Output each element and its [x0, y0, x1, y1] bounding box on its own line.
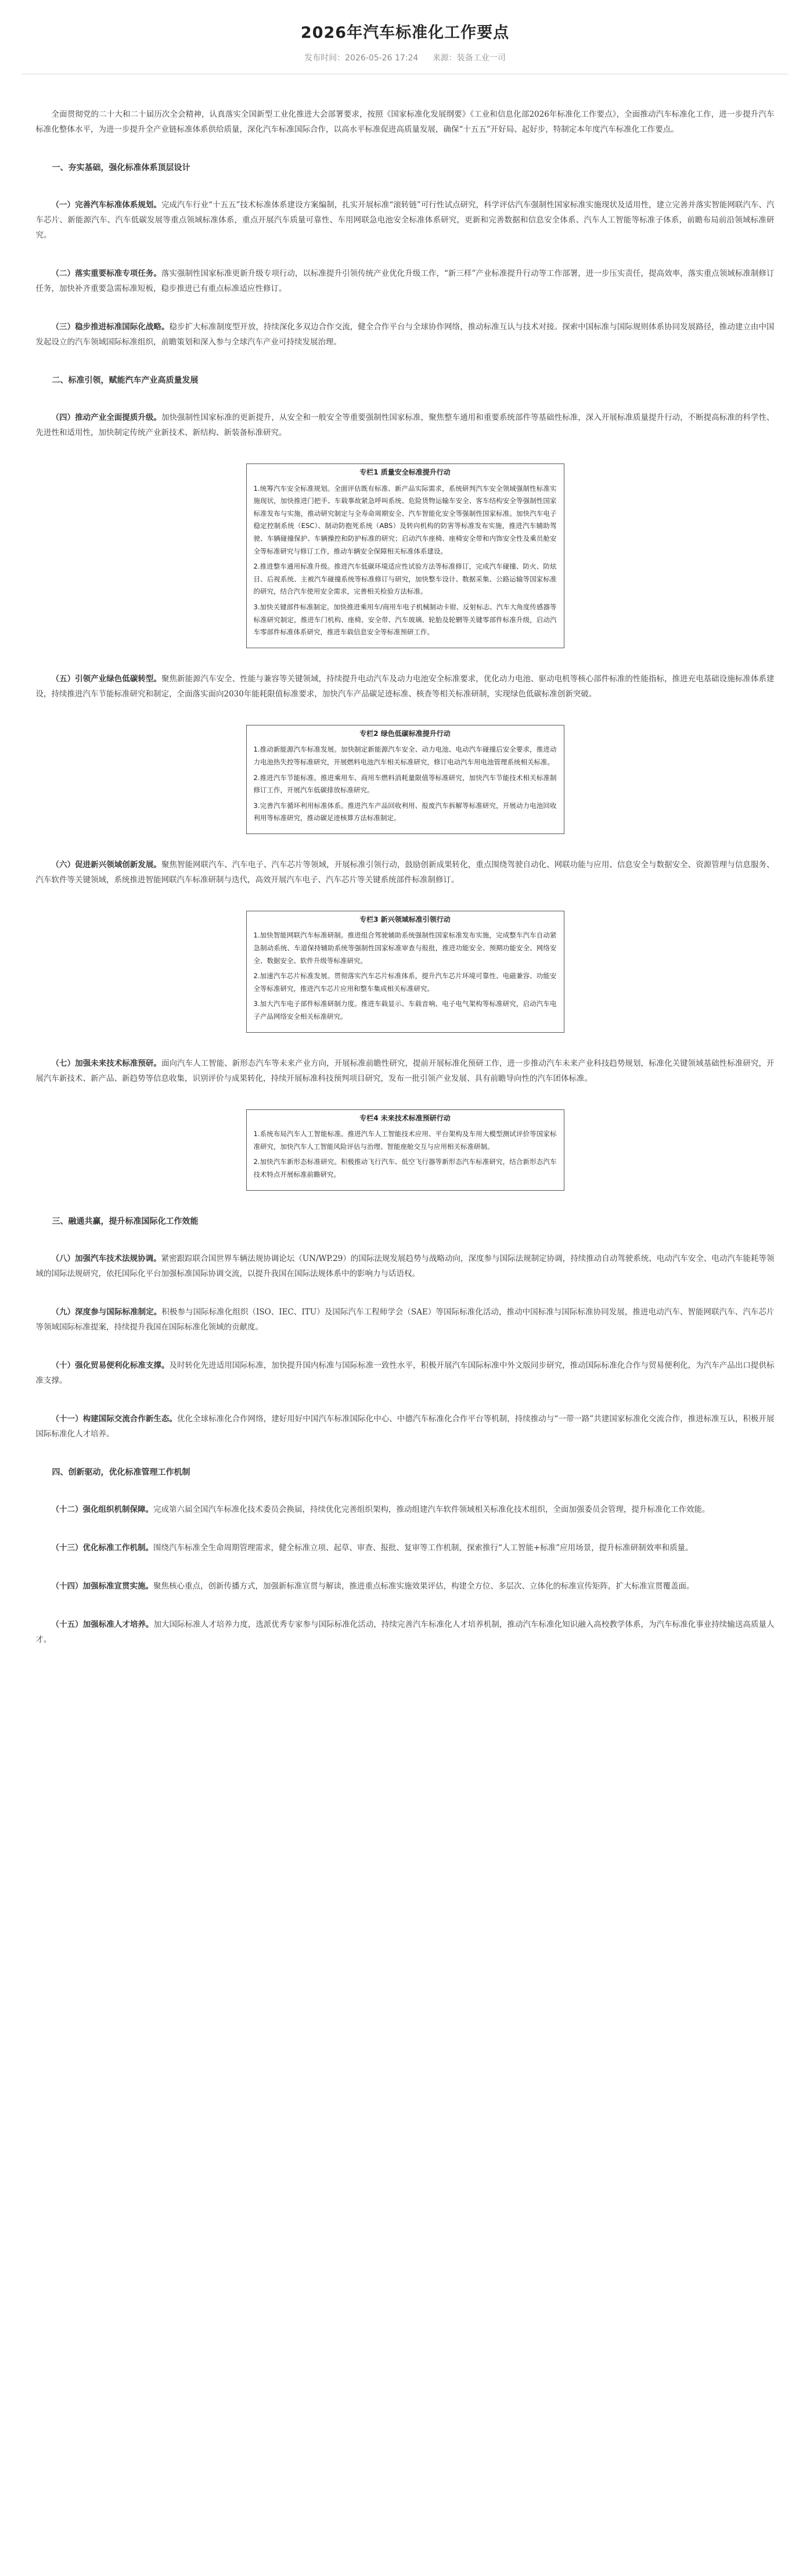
article-source: 来源：装备工业一司 [432, 53, 506, 63]
column-box-item: 1.统筹汽车安全标准规划。全面评估既有标准、新产品实际需求，系统研判汽车安全领域强制性标准实施现状，加快推进门把手、车载事故紧急呼叫系统、危险货物运输车安全、客车结构安全等强制性国家标准发布与实施，推动研究制定与全寿命周期安全、汽车智能化安全等强制性国家标准。加快汽车电子稳定控制系统（ESC）、制动防抱死系统（ABS）及转向机构的防害等标准发布实施，推进汽车辅助驾驶、车辆碰撞保护、车辆操控和防护标准的研究；启动汽车座椅、座椅安全带和内饰安全性及乘员舱安全等标准研究与修订工作，推动车辆安全保障相关标准体系建设。 [253, 484, 557, 555]
page-title: 2026年汽车标准化工作要点 [300, 24, 510, 42]
column-box-title: 专栏3 新兴领域标准引领行动 [359, 915, 451, 924]
section-paragraph [36, 319, 775, 350]
section-paragraph [36, 1411, 775, 1442]
publish-time: 发布时间：2026-05-26 17:24 [304, 53, 419, 63]
column-box-title: 专栏2 绿色低碳标准提升行动 [359, 729, 451, 738]
paragraph-lead: （十四）加强标准宣贯实施。 [51, 1581, 153, 1591]
column-box-item: 2.加速汽车芯片标准发展。贯彻落实汽车芯片标准体系，提升汽车芯片环境可靠性、电磁兼容、功能安全等标准研究，推进汽车芯片应用和整车集成相关标准研究。 [253, 972, 557, 993]
paragraph-text: 完成第六届全国汽车标准化技术委员会换届，持续优化完善组织架构，推动组建汽车软件领域相关标准化技术组织，全面加强委员会管理，提升标准化工作效能。 [153, 1504, 710, 1514]
section-title: 四、创新驱动，优化标准管理工作机制 [52, 1467, 190, 1477]
section-title: 三、融通共赢，提升标准国际化工作效能 [52, 1216, 199, 1226]
paragraph-lead: （十一）构建国际交流合作新生态。 [51, 1414, 177, 1424]
paragraph-text: 围绕汽车标准全生命周期管理需求，健全标准立项、起草、审查、报批、复审等工作机制，探索推行“人工智能+标准”应用场景，提升标准研制效率和质量。 [153, 1543, 693, 1553]
paragraph-text: 优化全球标准化合作网络，建好用好中国汽车标准国际化中心、中德汽车标准化合作平台等机制，持续推动与“一带一路”共建国家标准化交流合作，推进标准互认，积极开展国际标准化人才培养。 [35, 1414, 775, 1439]
column-box [246, 464, 564, 648]
column-box-wrapper [36, 464, 775, 648]
paragraph-lead: （六）促进新兴领域创新发展。 [51, 860, 161, 870]
paragraph-lead: （五）引领产业绿色低碳转型。 [51, 674, 161, 684]
column-box-item: 3.完善汽车循环利用标准体系。推进汽车产品回收利用、报废汽车拆解等标准研究，开展动力电池回收利用等标准研究，推动碳足迹核算方法标准制定。 [253, 801, 557, 822]
paragraph-lead: （十五）加强标准人才培养。 [51, 1619, 154, 1629]
paragraph-text: 完成汽车行业“十五五”技术标准体系建设方案编制，扎实开展标准“滚转链”可行性试点研究，科学评估汽车强制性国家标准实施现状及适用性，建立完善并落实智能网联汽车、汽车芯片、新能源汽车、汽车低碳发展等重点领域标准体系，重点开展汽车质量可靠性、车用网联急电池安全标准体系研究，更新和完善数据和信息安全体系、汽车人工智能等标准子体系，前瞻布局前沿领域标准研究。 [35, 200, 775, 240]
paragraph-text: 加快强制性国家标准的更新提升，从安全和一般安全等重要强制性国家标准，聚焦整车通用和重要系统部件等基础性标准，深入开展标准质量提升行动，不断提高标准的科学性、先进性和适用性，加快制定传统产业新技术、新结构、新装备标准研究。 [35, 413, 775, 437]
paragraph-text: 落实强制性国家标准更新升级专项行动，以标准提升引领传统产业优化升级工作，“新三样”产业标准提升行动等工作部署，进一步压实责任，提高效率，落实重点领域标准制修订任务，加快补齐重要急需标准短板，稳步推进已有重点标准适应性修订。 [35, 269, 775, 293]
column-box-title: 专栏4 未来技术标准预研行动 [359, 1113, 451, 1122]
paragraph-lead: （十三）优化标准工作机制。 [51, 1543, 153, 1553]
column-box [246, 725, 564, 834]
section-paragraph [36, 1358, 775, 1388]
section-paragraph [36, 1056, 775, 1086]
paragraph-text: 聚焦新能源汽车安全、性能与兼容等关键领域，持续提升电动汽车及动力电池安全标准要求，优化动力电池、驱动电机等核心部件标准的性能指标，推进充电基础设施标准体系建设，持续推进汽车节能标准研究和制定，全面落实面向2030年能耗限值标准要求，加快汽车产品碳足迹标准、核查等相关标准研制，实现绿色低碳标准创新突破。 [35, 674, 775, 699]
paragraph-lead: （八）加强汽车技术法规协调。 [51, 1253, 161, 1263]
paragraph-text: 及时转化先进适用国际标准，加快提升国内标准与国际标准一致性水平，积极开展汽车国际标准中外文版同步研究，推动国际标准化合作与贸易便利化，为汽车产品出口提供标准支撑。 [35, 1360, 775, 1385]
column-box-wrapper [36, 911, 775, 1033]
section-title: 二、标准引领，赋能汽车产业高质量发展 [52, 376, 199, 385]
column-box-wrapper [36, 725, 775, 834]
section-paragraph [36, 1251, 775, 1281]
paragraph-lead: （一）完善汽车标准体系规划。 [51, 200, 161, 210]
column-box-wrapper [36, 1109, 775, 1191]
section-paragraph [36, 671, 775, 702]
column-box [246, 1109, 564, 1191]
section-paragraph [36, 1305, 775, 1335]
paragraph-text: 聚焦智能网联汽车、汽车电子、汽车芯片等领域，开展标准引领行动，鼓励创新成果转化，重点围绕驾驶自动化、网联功能与应用、信息安全与数据安全、资源管理与信息服务、汽车软件等关键领域，系统推进智能网联汽车标准研制与迭代，高效开展汽车电子、汽车芯片等关键系统部件标准制修订。 [35, 860, 775, 885]
paragraph-text: 聚焦核心重点，创新传播方式，加强新标准宣贯与解读，推进重点标准实施效果评估，构建全方位、多层次、立体化的标准宣传矩阵，扩大标准宣贯覆盖面。 [153, 1581, 694, 1591]
article-body [36, 74, 775, 1647]
column-box-title: 专栏1 质量安全标准提升行动 [359, 468, 451, 476]
article-header [0, 0, 810, 63]
column-box-item: 2.推进整车通用标准升级。推进汽车低碳环境适应性试验方法等标准修订，完成汽车碰撞、防火、防炫目、后视系统、主被汽车碰撞系统等标准修订与研究，加快整车设计、数据采集、公路运输等国家标准的研究，结合汽车使用安全需求，完善相关检验方法标准。 [253, 562, 557, 596]
paragraph-text: 加大国际标准人才培养力度，选派优秀专家参与国际标准化活动，持续完善汽车标准化人才培养机制，推动汽车标准化知识融入高校教学体系，为汽车标准化事业持续输送高质量人才。 [35, 1619, 775, 1644]
column-box-item: 2.推进汽车节能标准。推进乘用车、商用车燃料消耗量限值等标准研究，加快汽车节能技术相关标准制修订工作，开展汽车低碳排放标准研究。 [253, 773, 557, 795]
section-paragraph [36, 1579, 775, 1594]
column-box-item: 3.加快关键部件标准制定。加快推进乘用车/商用车电子机械制动卡钳、反射标志、汽车大角度传感器等标准研究制定，推进车门机构、座椅、安全带、汽车玻璃、轮胎及轮辋等关键零部件标准升级，启动汽车零部件标准体系研究，推进车载信息安全等标准预研工作。 [253, 602, 557, 637]
section-title: 一、夯实基础，强化标准体系顶层设计 [52, 163, 190, 173]
section-paragraph [36, 410, 775, 440]
intro-paragraph: 全面贯彻党的二十大和二十届历次全会精神，认真落实全国新型工业化推进大会部署要求，按照《国家标准化发展纲要》《工业和信息化部2026年标准化工作要点》，全面推动汽车标准化工作，进一步提升汽车标准化整体水平，为进一步提升全产业链标准体系供给质量，深化汽车标准国际合作，以高水平标准促进高质量发展，确保“十五五”开好局、起好步，特制定本年度汽车标准化工作要点。 [35, 110, 775, 134]
paragraph-lead: （四）推动产业全面提质升级。 [51, 413, 161, 422]
paragraph-lead: （十二）强化组织机制保障。 [51, 1504, 153, 1514]
column-box [246, 911, 564, 1033]
paragraph-lead: （二）落实重要标准专项任务。 [51, 269, 161, 278]
column-box-item: 2.加快汽车新形态标准研究。积极推动飞行汽车、低空飞行器等新形态汽车标准研究，结合新形态汽车技术特点开展标准前瞻研究。 [253, 1158, 557, 1179]
section-paragraph [36, 1540, 775, 1555]
paragraph-text: 面向汽车人工智能、新形态汽车等未来产业方向，开展标准前瞻性研究，提前开展标准化预研工作，进一步推动汽车未来产业科技趋势规划，标准化关键领域基础性标准研究，开展汽车新技术、新产品、新趋势等信息收集，识别评价与成果转化，持续开展标准科技预判项目研究，发布一批引领产业发展、具有前瞻导向性的汽车团体标准。 [35, 1058, 775, 1083]
section-paragraph [36, 266, 775, 296]
paragraph-lead: （十）强化贸易便利化标准支撑。 [51, 1360, 170, 1370]
paragraph-lead: （三）稳步推进标准国际化战略。 [51, 322, 170, 332]
column-box-item: 1.推动新能源汽车标准发展。加快制定新能源汽车安全、动力电池、电动汽车碰撞后安全要求，推进动力电池热失控等标准研究，开展燃料电池汽车相关标准研究，修订电动汽车用电池管理系统相关标准。 [253, 745, 557, 766]
column-box-item: 1.加快智能网联汽车标准研制。推进组合驾驶辅助系统强制性国家标准发布实施，完成整车汽车自动紧急制动系统、车道保持辅助系统等强制性国家标准审查与报批，推进功能安全、预期功能安全、网络安全、数据安全、软件升级等标准研究。 [253, 931, 557, 965]
column-box-item: 1.系统布局汽车人工智能标准。推进汽车人工智能技术应用、平台架构及车用大模型测试评价等国家标准研究，加快汽车人工智能风险评估与治理、智能座舱交互与应用相关标准研制。 [253, 1130, 557, 1151]
paragraph-lead: （九）深度参与国际标准制定。 [51, 1307, 162, 1317]
column-box-item: 3.加大汽车电子部件标准研制力度。推进车载显示、车载音响、电子电气架构等标准研究，启动汽车电子产品网络安全相关标准研究。 [253, 1000, 557, 1021]
paragraph-text: 稳步扩大标准制度型开放，持续深化多双边合作交流，健全合作平台与全球协作网络，推动标准互认与技术对接。探索中国标准与国际规则体系协同发展路径，推动建立由中国发起设立的汽车领域国际标准组织，前瞻策划和深入参与全球汽车产业可持续发展治理。 [35, 322, 775, 347]
section-paragraph [36, 1617, 775, 1647]
paragraph-lead: （七）加强未来技术标准预研。 [51, 1058, 161, 1068]
article-meta [0, 52, 810, 63]
section-paragraph [36, 197, 775, 243]
section-paragraph [36, 857, 775, 888]
section-paragraph [36, 1502, 775, 1517]
paragraph-text: 积极参与国际标准化组织（ISO、IEC、ITU）及国际汽车工程师学会（SAE）等国际标准化活动，推动中国标准与国际标准协同发展，推进电动汽车、智能网联汽车、汽车芯片等领域国际标准提案，持续提升我国在国际标准化领域的贡献度。 [35, 1307, 775, 1332]
paragraph-text: 紧密跟踪联合国世界车辆法规协调论坛（UN/WP.29）的国际法规发展趋势与战略动向，深度参与国际法规制定协调，持续推动自动驾驶系统、电动汽车安全、电动汽车能耗等领域的国际法规研究，依托国际化平台加强标准国际协调交流，以提升我国在国际法规体系中的影响力与话语权。 [35, 1253, 775, 1278]
